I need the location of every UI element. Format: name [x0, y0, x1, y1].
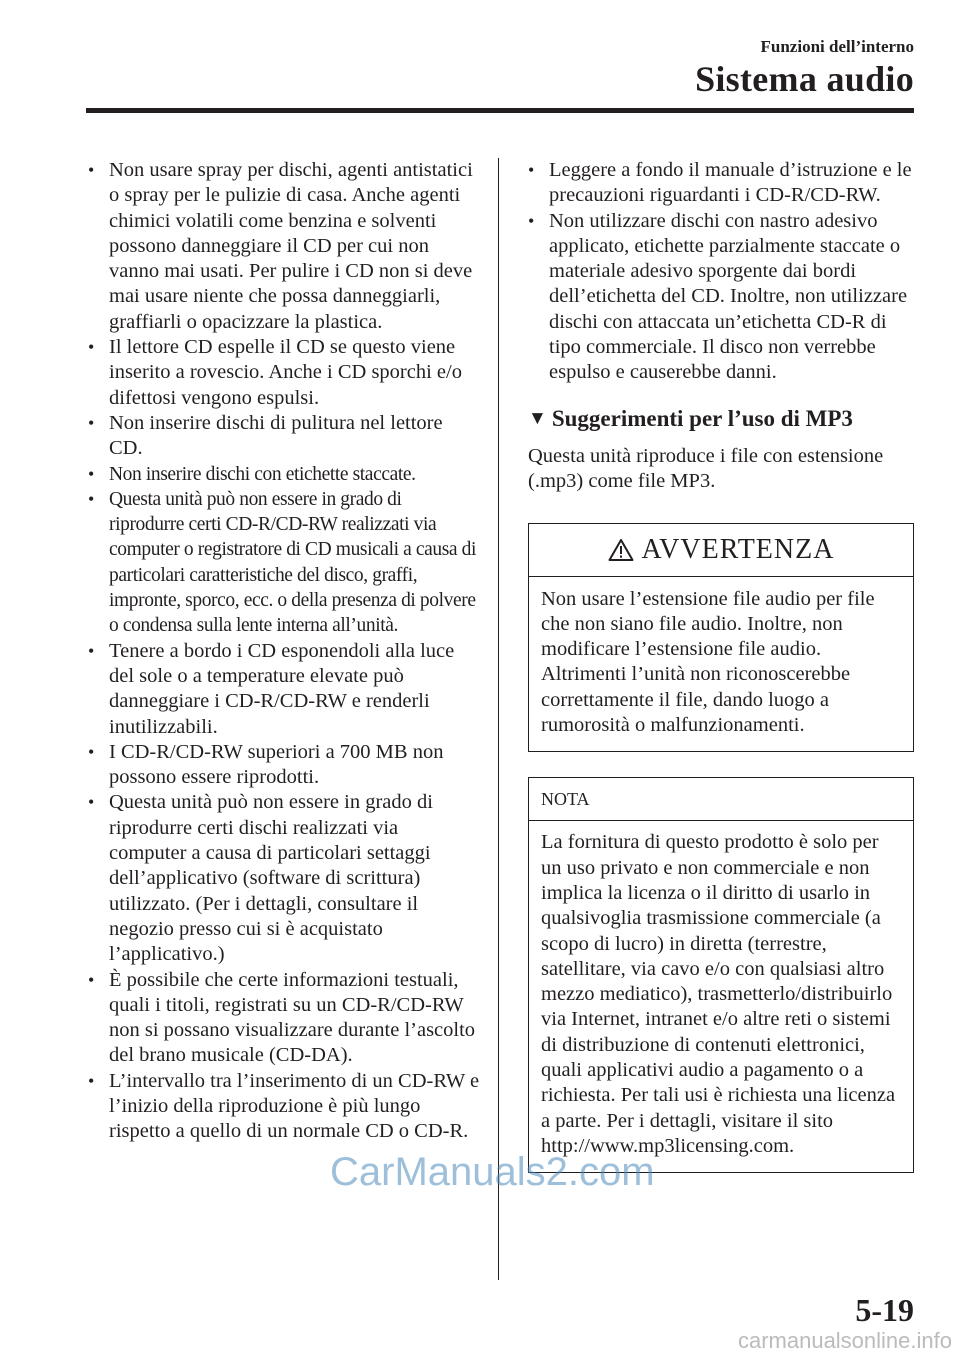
bullet-icon: • — [528, 210, 535, 231]
note-text: La fornitura di questo prodotto è solo per un uso privato e non commerciale e non implica la licenza o il diritto di usarlo in qualsivoglia trasmissione commerciale (a scopo di lucro) in diretta (terrestre, satellitare, via cavo e/o con qualsiasi altro mezzo mediatico), trasmetterlo/distribuirlo via Internet, intranet e/o altre reti o sistemi di distribuzione di contenuti elettronici, quali applicativi audio a pagamento o a richiesta. Per tali usi è richiesta una licenza a parte. Per i dettagli, visitare il sito http://www.mp3licensing.com. — [541, 831, 896, 1157]
triangle-down-icon: ▼ — [528, 407, 547, 429]
list-item: • Non usare spray per dischi, agenti antistatici o spray per le pulizie di casa. Anche agenti chimici volatili come benzina e solventi possono danneggiare il CD per cui non vanno mai usati. Per pulire i CD non si deve mai usare niente che possa danneggiarli, graffiarli o opacizzare la plastica. — [88, 159, 473, 333]
list-item: • Questa unità può non essere in grado di riprodurre certi CD-R/CD-RW realizzati via computer o registratore di CD musicali a causa di particolari caratteristiche del disco, graffi, impronte, sporco, ecc. o della presenza di polvere o condensa sulla lente interna all’unità. — [88, 488, 477, 637]
warning-text: Non usare l’estensione file audio per file che non siano file audio. Inoltre, non modificare l’estensione file audio. Altrimenti l’unità non riconoscerebbe correttamente il file, dando luogo a rumorosità o malfunzionamenti. — [541, 587, 875, 737]
bullet-icon: • — [88, 412, 95, 433]
left-bullet-list — [88, 158, 480, 1145]
page-number: 5-19 — [855, 1292, 914, 1328]
list-item: • Non inserire dischi con etichette staccate. — [88, 462, 480, 487]
bullet-icon: • — [88, 969, 95, 990]
bullet-icon: • — [88, 160, 95, 180]
left-column — [88, 158, 480, 1145]
right-column — [528, 158, 916, 1173]
list-item: • Tenere a bordo i CD esponendoli alla luce del sole o a temperature elevate può danneggiare i CD-R/CD-RW e renderli inutilizzabili. — [88, 639, 455, 738]
watermark-overlay: CarManuals2.com — [330, 1150, 655, 1194]
page-title: Sistema audio — [695, 59, 914, 99]
bullet-icon: • — [88, 1070, 95, 1091]
list-item: • Leggere a fondo il manuale d’istruzione e le precauzioni riguardanti i CD-R/CD-RW. — [528, 159, 912, 207]
bullet-icon: • — [88, 792, 95, 813]
warning-box — [528, 523, 914, 753]
warning-header — [529, 524, 913, 577]
note-box — [528, 777, 914, 1173]
note-title: NOTA — [529, 778, 913, 821]
bullet-icon: • — [528, 160, 535, 180]
right-bullet-list — [528, 158, 916, 386]
mp3-intro: Questa unità riproduce i file con estensione (.mp3) come file MP3. — [528, 444, 884, 493]
watermark-corner: carmanualsonline.info — [737, 1328, 952, 1353]
bullet-icon: • — [88, 741, 95, 762]
list-item: • Il lettore CD espelle il CD se questo viene inserito a rovescio. Anche i CD sporchi e/o difettosi vengono espulsi. — [88, 336, 462, 409]
list-item: • È possibile che certe informazioni testuali, quali i titoli, registrati su un CD-R/CD-RW non si possano visualizzare durante l’ascolto del brano musicale (CD-DA). — [88, 968, 476, 1067]
bullet-icon: • — [88, 640, 95, 661]
list-item: • Non inserire dischi di pulitura nel lettore CD. — [88, 411, 443, 460]
section-label: Funzioni dell’interno — [760, 37, 914, 56]
bullet-icon: • — [88, 463, 94, 484]
list-item: • Non utilizzare dischi con nastro adesivo applicato, etichette parzialmente staccate o materiale adesivo sporgente dai bordi dell’etichetta del CD. Inoltre, non utilizzare dischi con attaccata un’etichetta CD-R di tipo commerciale. Il disco non verrebbe espulso e causerebbe danni. — [528, 209, 908, 384]
warning-icon — [608, 538, 634, 562]
header-rule — [86, 108, 914, 113]
list-item: • I CD-R/CD-RW superiori a 700 MB non possono essere riprodotti. — [88, 740, 444, 789]
list-item: • Questa unità può non essere in grado di riprodurre certi dischi realizzati via computer a causa di particolari settaggi dell’applicativo (software di scrittura) utilizzato. (Per i dettagli, consultare il negozio presso cui si è acquistato l’applicativo.) — [88, 791, 433, 966]
column-divider — [498, 158, 499, 1280]
mp3-section-heading: ▼ Suggerimenti per l’uso di MP3 — [528, 405, 853, 431]
warning-title: AVVERTENZA — [641, 533, 835, 565]
bullet-icon: • — [88, 337, 95, 358]
list-item: • L’intervallo tra l’inserimento di un CD-RW e l’inizio della riproduzione è più lungo rispetto a quello di un normale CD o CD-R. — [88, 1069, 480, 1143]
bullet-icon: • — [88, 488, 94, 509]
